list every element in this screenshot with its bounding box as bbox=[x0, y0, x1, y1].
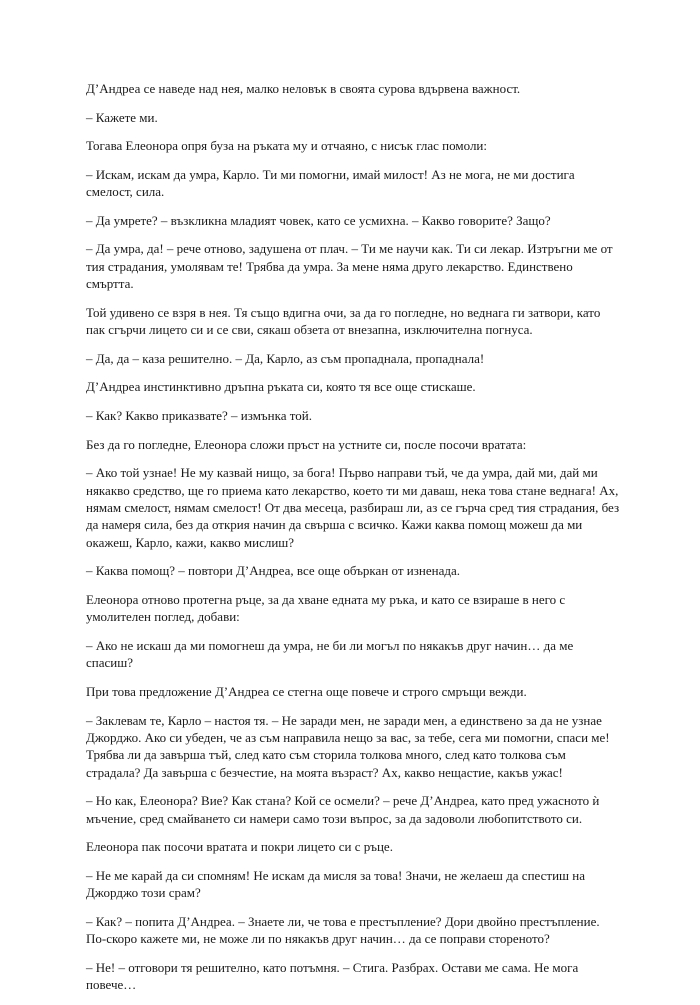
paragraph: – Но как, Елеонора? Вие? Как стана? Кой се осмели? – рече Д’Андреа, като пред ужасното ѝ мъчение, сред смайването си намери само този въпрос, за да задоволи любопитството си. bbox=[86, 793, 600, 826]
paragraph: – Не! – отговори тя решително, като потъмня. – Стига. Разбрах. Остави ме сама. Не мога повече… bbox=[86, 959, 579, 993]
paragraph: – Да умрете? – възкликна младият човек, като се усмихна. – Какво говорите? Защо? bbox=[86, 212, 551, 228]
paragraph: – Не ме карай да си спомням! Не искам да мисля за това! Значи, не желаеш да спестиш на Джорджо този срам? bbox=[86, 867, 586, 901]
paragraph: – Да, да – каза решително. – Да, Карло, аз съм пропаднала, пропаднала! bbox=[86, 350, 485, 366]
paragraph: При това предложение Д’Андреа се стегна още повече и строго смръщи вежди. bbox=[86, 683, 527, 699]
paragraph: – Как? Какво приказвате? – измънка той. bbox=[86, 407, 312, 423]
paragraph: Без да го погледне, Елеонора сложи пръст на устните си, после посочи вратата: bbox=[86, 436, 527, 452]
paragraph: Елеонора отново протегна ръце, за да хване едната му ръка, и като се взираше в него с умолителен поглед, добави: bbox=[86, 591, 566, 625]
paragraph: – Заклевам те, Карло – настоя тя. – Не заради мен, не заради мен, а единствено за да не узнае Джорджо. Ако си убеден, че аз съм направила нещо за вас, за тебе, сега ми помогни, спаси ме! Трябва ли да завърша тъй, след като съм сторила толкова много, след като толкова съм страдала? Да завърша с безчестие, на моята възраст? Ах, какво нещастие, какъв ужас! bbox=[86, 712, 610, 780]
paragraph: Тогава Елеонора опря буза на ръката му и отчаяно, с нисък глас помоли: bbox=[86, 138, 488, 154]
paragraph: – Кажете ми. bbox=[86, 109, 158, 125]
paragraph: – Ако не искаш да ми помогнеш да умра, не би ли могъл по някакъв друг начин… да ме спасиш? bbox=[86, 637, 574, 671]
paragraph: – Искам, искам да умра, Карло. Ти ми помогни, имай милост! Аз не мога, не ми достига смелост, сила. bbox=[86, 166, 575, 200]
paragraph: Елеонора пак посочи вратата и покри лицето си с ръце. bbox=[86, 839, 393, 855]
paragraph: Д’Андреа инстинктивно дръпна ръката си, която тя все още стискаше. bbox=[86, 379, 476, 395]
paragraph: Д’Андреа се наведе над нея, малко неловък в своята сурова вдървена важност. bbox=[86, 81, 521, 96]
paragraph: – Да умра, да! – рече отново, задушена от плач. – Ти ме научи как. Ти си лекар. Изтръгни ме от тия страдания, умолявам те! Трябва да умра. За мене няма друго лекарство. Единствено смъртта. bbox=[86, 241, 613, 292]
paragraph: – Как? – попита Д’Андреа. – Знаете ли, че това е престъпление? Дори двойно престъпление. По-скоро кажете ми, не може ли по някакъв друг начин… да се поправи стореното? bbox=[86, 913, 600, 947]
paragraph: – Каква помощ? – повтори Д’Андреа, все още объркан от изненада. bbox=[86, 563, 460, 579]
document-body bbox=[86, 80, 622, 1005]
paragraph: – Ако той узнае! Не му казвай нищо, за бога! Първо направи тъй, че да умра, дай ми, дай ми някакво средство, ще го приема като лекарство, което ти ми даваш, нека това стане веднага! Ах, нямам смелост, нямам смелост! От два месеца, разбираш ли, аз се гърча сред тия страдания, без да намеря сила, без да открия начин да свърша с всичко. Кажи каква помощ можеш да ми окажеш, Карло, кажи, какво мислиш? bbox=[86, 465, 620, 550]
paragraph: Той удивено се взря в нея. Тя също вдигна очи, за да го погледне, но веднага ги затвори, като пак сгърчи лицето си и се сви, сякаш обзета от внезапна, изключителна погнуса. bbox=[86, 304, 601, 338]
